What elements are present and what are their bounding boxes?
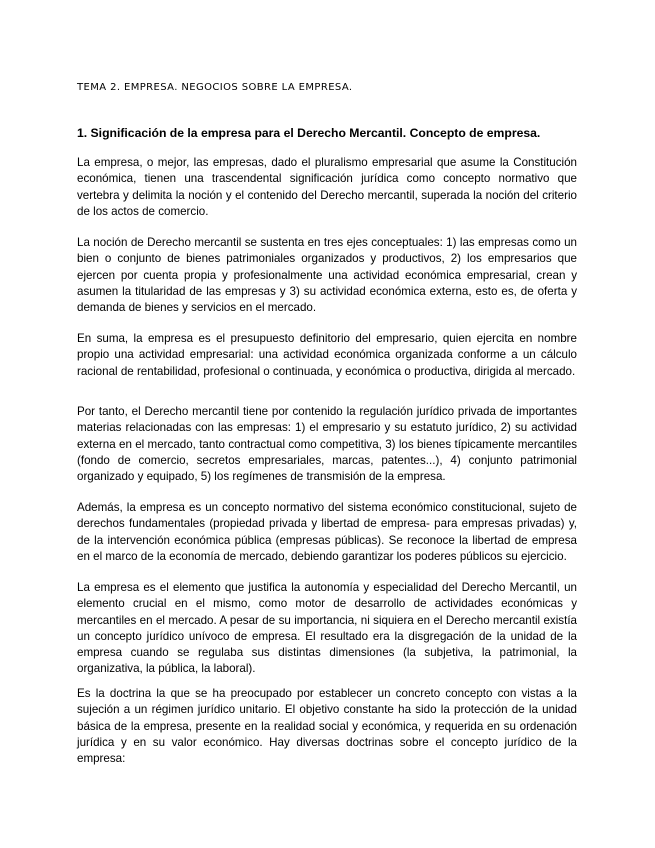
paragraph: La empresa, o mejor, las empresas, dado el pluralismo empresarial que asume la Constitución económica, tienen una trascendental significación jurídica como concepto normativo que vertebra y delimita la noción y el contenido del Derecho mercantil, superada la noción del criterio de los actos de comercio. xyxy=(77,156,577,218)
paragraph: Además, la empresa es un concepto normativo del sistema económico constitucional, sujeto de derechos fundamentales (propiedad privada y libertad de empresa- para empresas privadas) y, de la intervención económica pública (empresas públicas). Se reconoce la libertad de empresa en el marco de la economía de mercado, debiendo garantizar los poderes públicos su ejercicio. xyxy=(77,501,577,563)
paragraph: Por tanto, el Derecho mercantil tiene por contenido la regulación jurídico privada de importantes materias relacionadas con las empresas: 1) el empresario y su estatuto jurídico, 2) su actividad externa en el mercado, tanto contractual como competitiva, 3) los bienes típicamente mercantiles (fondo de comercio, secretos empresariales, marcas, patentes...), 4) conjunto patrimonial organizado y equipado, 5) los regímenes de transmisión de la empresa. xyxy=(77,405,577,484)
paragraph: La empresa es el elemento que justifica la autonomía y especialidad del Derecho Mercantil, un elemento crucial en el mismo, como motor de desarrollo de actividades económicas y mercantiles en el mercado. A pesar de su importancia, ni siquiera en el Derecho mercantil existía un concepto jurídico unívoco de empresa. El resultado era la disgregación de la unidad de la empresa cuando se regulaba sus distintas dimensiones (la subjetiva, la patrimonial, la organizativa, la pública, la laboral). xyxy=(77,581,577,676)
section-heading: 1. Significación de la empresa para el Derecho Mercantil. Concepto de empresa. xyxy=(77,126,541,140)
tema-title: TEMA 2. EMPRESA. NEGOCIOS SOBRE LA EMPRESA. xyxy=(77,82,353,93)
paragraph: La noción de Derecho mercantil se sustenta en tres ejes conceptuales: 1) las empresas como un bien o conjunto de bienes patrimoniales organizados y productivos, 2) los empresarios que ejercen por cuenta propia y profesionalmente una actividad económica empresarial, crean y asumen la titularidad de las empresas y 3) su actividad económica externa, esto es, de oferta y demanda de bienes y servicios en el mercado. xyxy=(77,236,577,315)
paragraph: Es la doctrina la que se ha preocupado por establecer un concreto concepto con vistas a la sujeción a un régimen jurídico unitario. El objetivo constante ha sido la protección de la unidad básica de la empresa, presente en la realidad social y económica, y requerida en su ordenación jurídica y en su valor económico. Hay diversas doctrinas sobre el concepto jurídico de la empresa: xyxy=(77,687,577,766)
paragraph: En suma, la empresa es el presupuesto definitorio del empresario, quien ejercita en nombre propio una actividad empresarial: una actividad económica organizada conforme a un cálculo racional de rentabilidad, profesional o continuada, y económica o productiva, dirigida al mercado. xyxy=(77,332,577,378)
